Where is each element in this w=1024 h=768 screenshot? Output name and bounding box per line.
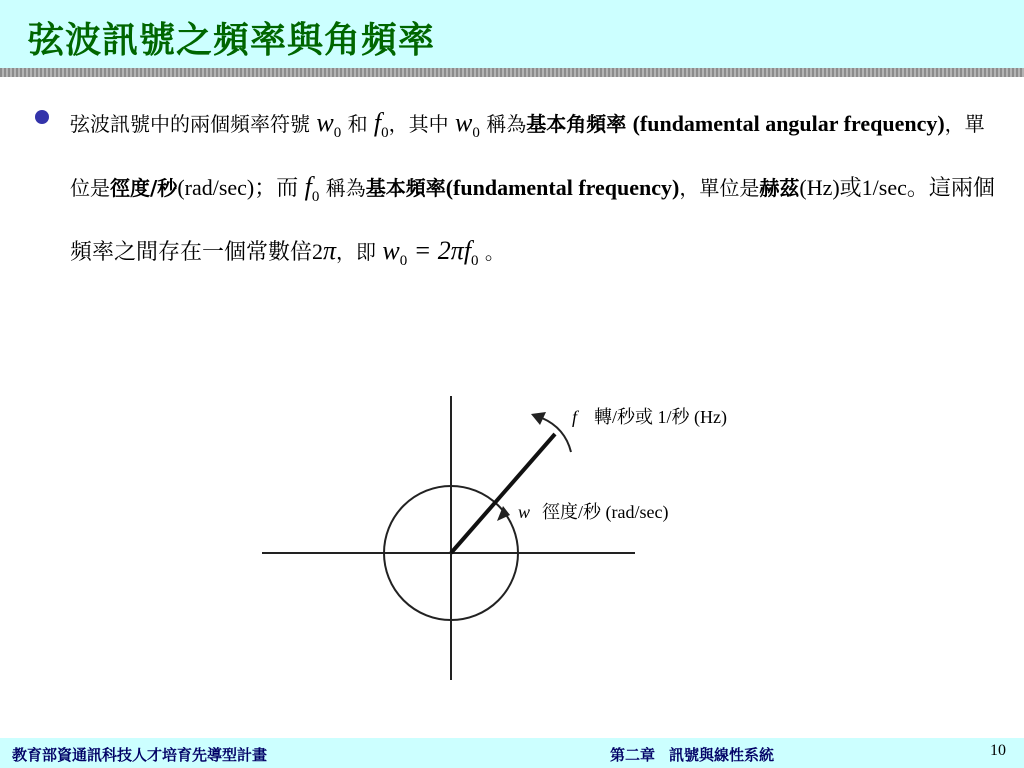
symbol-w0: $w_0$ [455, 108, 480, 142]
chapter-number: 第二章 [610, 746, 656, 764]
symbol-w0: $w_0$ [316, 108, 342, 142]
text-segment: 和 [347, 112, 368, 136]
text-segment: (Hz)或1/sec。這兩個頻率之間存在一個常數倍2 [70, 175, 995, 265]
bullet-icon [35, 110, 49, 124]
text-segment: 弦波訊號中的兩個頻率符號 [70, 112, 310, 136]
text-segment: ，其中 [388, 112, 449, 136]
label-w-unit: 徑度/秒 (rad/sec) [542, 502, 669, 522]
label-f-symbol: f [572, 407, 578, 427]
text-segment: ，單位是 [70, 112, 985, 201]
term-fundamental-angular-frequency: 基本角頻率 [526, 112, 627, 136]
footer-program: 教育部資通訊科技人才培育先導型計畫 [12, 746, 268, 764]
rotating-vector-diagram [250, 390, 770, 690]
symbol-f0: $f_0$ [304, 172, 320, 206]
body-paragraph [70, 96, 1000, 289]
symbol-pi: π [323, 236, 337, 266]
rotating-vector [451, 434, 555, 553]
text-segment: ，即 [336, 240, 377, 265]
term-fundamental-frequency: 基本頻率 [365, 176, 446, 201]
text-segment: 。 [484, 240, 505, 265]
term-english: (fundamental frequency) [445, 175, 680, 201]
text-segment: ，單位是 [679, 176, 760, 201]
text-segment: 稱為 [486, 112, 527, 136]
unit-hertz: 赫茲 [759, 176, 800, 201]
title-divider [0, 68, 1024, 77]
label-f-unit: 轉/秒或 1/秒 (Hz) [594, 407, 727, 427]
unit-rad-per-sec: 徑度/秒 [110, 176, 178, 201]
slide-title: 弦波訊號之頻率與角頻率 [28, 19, 436, 61]
text-segment: (rad/sec)；而 [177, 175, 299, 201]
symbol-f0: $f_0$ [373, 108, 389, 142]
label-w-symbol: w [518, 502, 531, 522]
equation: $w_0 = 2\pi f_0$ [382, 236, 479, 270]
page-number: 10 [990, 742, 1006, 759]
footer-chapter [610, 744, 788, 765]
text-segment: 稱為 [325, 176, 366, 201]
term-english: (fundamental angular frequency) [632, 111, 945, 136]
chapter-title: 訊號與線性系統 [669, 746, 775, 764]
